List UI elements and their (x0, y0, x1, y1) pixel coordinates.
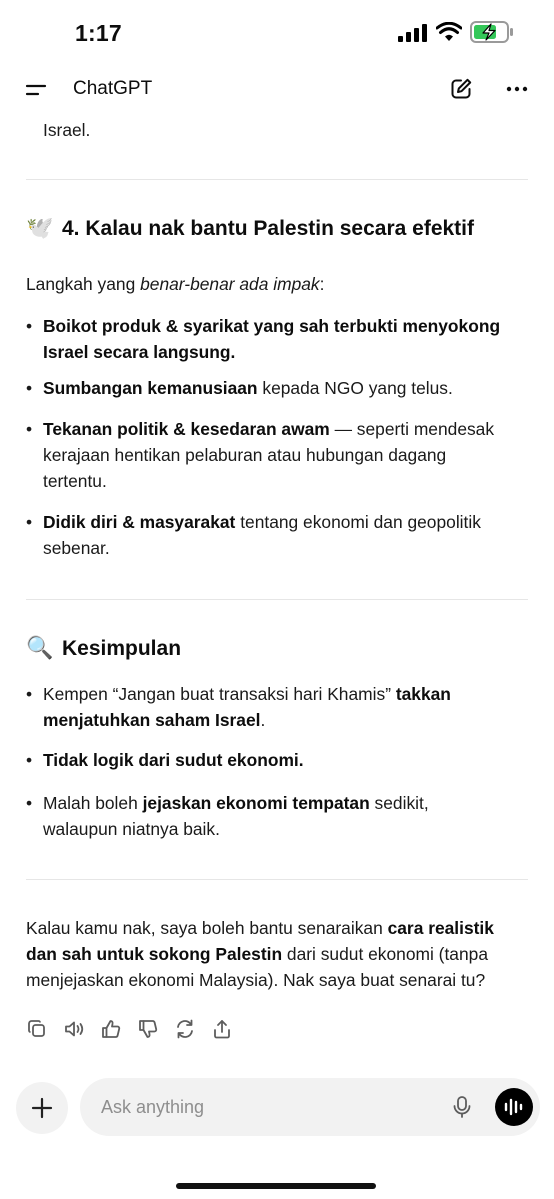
list-item: • Boikot produk & syarikat yang sah terbukti menyokong Israel secara langsung. (26, 313, 526, 365)
status-bar (0, 0, 554, 66)
list-item: • Kempen “Jangan buat transaksi hari Khamis” takkan menjatuhkan saham Israel. (26, 681, 526, 733)
message-actions (26, 1018, 233, 1042)
plus-icon (31, 1097, 53, 1119)
input-placeholder: Ask anything (101, 1097, 205, 1117)
share-icon[interactable] (211, 1018, 233, 1040)
battery-charging-icon (470, 21, 514, 43)
magnifier-icon: 🔍 (26, 636, 54, 661)
chat-message (0, 116, 554, 1076)
more-icon[interactable] (505, 77, 529, 101)
section-title: 4. Kalau nak bantu Palestin secara efektif (62, 216, 475, 240)
section-heading (26, 636, 181, 661)
dove-icon: 🕊️ (26, 216, 54, 241)
waveform-icon (503, 1096, 525, 1118)
menu-icon[interactable] (25, 78, 49, 102)
microphone-icon[interactable] (451, 1095, 473, 1119)
section-divider (26, 879, 528, 880)
new-chat-icon[interactable] (449, 77, 473, 101)
list-item: • Didik diri & masyarakat tentang ekonomi dan geopolitik sebenar. (26, 509, 526, 561)
section-title: Kesimpulan (62, 636, 182, 660)
copy-icon[interactable] (26, 1018, 48, 1040)
cellular-signal-icon (398, 24, 428, 42)
section-heading (26, 216, 474, 241)
list-item: • Tidak logik dari sudut ekonomi. (26, 747, 526, 773)
read-aloud-icon[interactable] (63, 1018, 85, 1040)
section-intro: Langkah yang benar-benar ada impak: (26, 274, 325, 294)
list-item: • Sumbangan kemanusiaan kepada NGO yang telus. (26, 375, 526, 401)
list-item: • Malah boleh jejaskan ekonomi tempatan sedikit, walaupun niatnya baik. (26, 790, 526, 842)
thumbs-up-icon[interactable] (100, 1018, 122, 1040)
regenerate-icon[interactable] (174, 1018, 196, 1040)
app-title: ChatGPT (73, 78, 153, 99)
section-divider (26, 599, 528, 600)
status-time: 1:17 (75, 20, 122, 46)
wifi-icon (436, 22, 462, 42)
add-attachment-button[interactable] (16, 1082, 68, 1134)
closing-paragraph: Kalau kamu nak, saya boleh bantu senaraikan cara realistik dan sah untuk sokong Palestin dari sudut ekonomi (tanpa menjejaskan ekonomi Malaysia). Nak saya buat senarai tu? (26, 918, 494, 990)
thumbs-down-icon[interactable] (137, 1018, 159, 1040)
voice-mode-button[interactable] (495, 1088, 533, 1126)
app-header (0, 66, 554, 116)
section-divider (26, 179, 528, 180)
message-input[interactable] (80, 1078, 540, 1136)
list-item: • Tekanan politik & kesedaran awam — seperti mendesak kerajaan hentikan pelaburan atau hubungan dagang tertentu. (26, 416, 526, 494)
home-indicator (176, 1183, 376, 1189)
message-text-fragment: Israel. (43, 120, 91, 140)
